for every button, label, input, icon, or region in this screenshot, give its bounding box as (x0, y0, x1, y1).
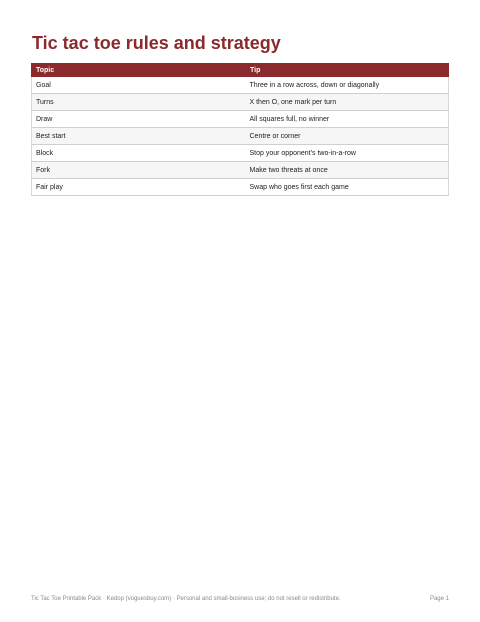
footer-credit-text: Tic Tac Toe Printable Pack · Kedop (voguesbuy.com) · Personal and small-business use; do not resell or redistribute. (31, 596, 341, 602)
topic-cell: Fair play (32, 179, 246, 196)
tip-cell: Three in a row across, down or diagonally (246, 77, 449, 94)
table-row (32, 145, 449, 162)
table-row (32, 162, 449, 179)
topic-cell: Fork (32, 162, 246, 179)
column-header-topic: Topic (32, 64, 246, 77)
column-header-tip: Tip (246, 64, 449, 77)
topic-cell: Best start (32, 128, 246, 145)
table-row (32, 77, 449, 94)
page-footer (31, 596, 449, 602)
tip-cell: X then O, one mark per turn (246, 94, 449, 111)
tip-cell: All squares full, no winner (246, 111, 449, 128)
table-row (32, 111, 449, 128)
table-row (32, 179, 449, 196)
topic-cell: Draw (32, 111, 246, 128)
rules-table (31, 63, 449, 196)
page-number: Page 1 (429, 596, 449, 602)
tip-cell: Stop your opponent’s two-in-a-row (246, 145, 449, 162)
topic-cell: Turns (32, 94, 246, 111)
table-header-row (32, 64, 449, 77)
tip-cell: Centre or corner (246, 128, 449, 145)
topic-cell: Goal (32, 77, 246, 94)
tip-cell: Swap who goes first each game (246, 179, 449, 196)
table-row (32, 94, 449, 111)
page-title: Tic tac toe rules and strategy (32, 33, 281, 53)
tip-cell: Make two threats at once (246, 162, 449, 179)
table-row (32, 128, 449, 145)
topic-cell: Block (32, 145, 246, 162)
